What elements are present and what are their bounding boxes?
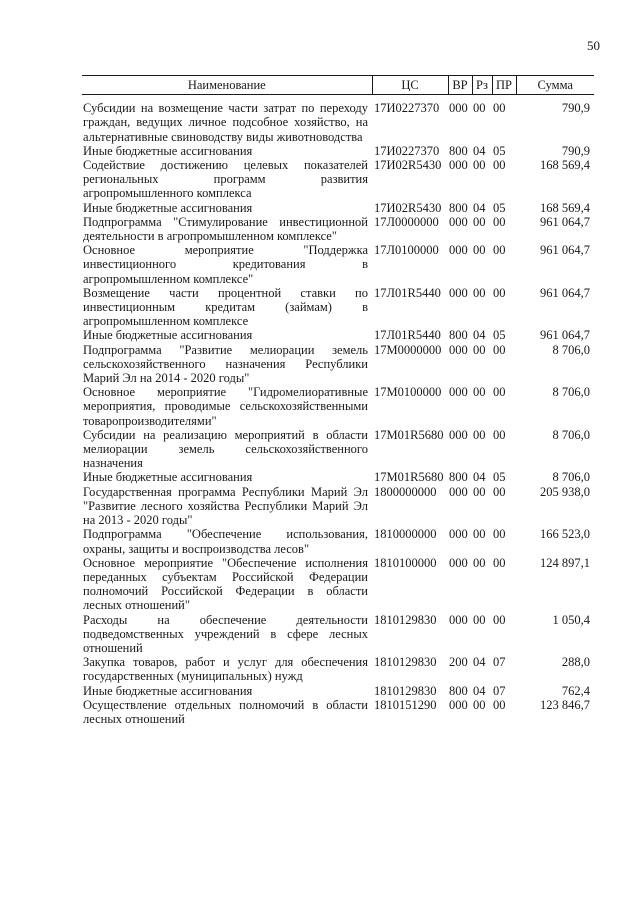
table-row [82,470,594,484]
cell-rz: 00 [473,385,486,400]
cell-vr: 800 [449,470,468,485]
cell-sum: 8 706,0 [552,385,590,400]
cell-pr: 00 [493,484,506,499]
table-row [82,485,594,528]
cell-sum: 1 050,4 [552,612,590,627]
table-row [82,95,594,144]
table-row [82,328,594,342]
cell-cs: 17М0100000 [374,385,442,400]
header-sum: Сумма [516,76,594,95]
cell-name: Иные бюджетные ассигнования [83,470,253,485]
cell-pr: 00 [493,342,506,357]
cell-sum: 124 897,1 [540,555,590,570]
cell-sum: 961 064,7 [540,243,590,258]
cell-name: Содействие достижению целевых показателей региональных программ развития агропромышленного комплекса [83,158,368,201]
table-row [82,527,594,555]
table-row [82,613,594,656]
cell-cs: 17Л0100000 [374,243,439,258]
table-header [82,76,594,95]
cell-rz: 00 [473,214,486,229]
cell-sum: 166 523,0 [540,527,590,542]
table-row [82,158,594,201]
cell-pr: 07 [493,655,506,670]
cell-pr: 05 [493,143,506,158]
cell-pr: 00 [493,427,506,442]
cell-cs: 1800000000 [374,484,437,499]
cell-pr: 00 [493,555,506,570]
header-cs: ЦС [372,76,448,95]
cell-pr: 05 [493,200,506,215]
cell-rz: 00 [473,527,486,542]
header-pr: ПР [492,76,516,95]
cell-sum: 961 064,7 [540,214,590,229]
cell-name: Государственная программа Республики Марий Эл "Развитие лесного хозяйства Республики Марий Эл на 2013 - 2020 годы" [83,484,368,528]
cell-vr: 000 [449,484,468,499]
table-row [82,385,594,428]
cell-vr: 000 [449,555,468,570]
cell-sum: 8 706,0 [552,470,590,485]
cell-sum: 790,9 [561,143,590,158]
cell-rz: 04 [473,655,486,670]
cell-vr: 800 [449,328,468,343]
cell-vr: 000 [449,101,468,116]
page-number: 50 [587,38,600,53]
cell-sum: 790,9 [561,101,590,116]
cell-sum: 961 064,7 [540,285,590,300]
cell-vr: 000 [449,612,468,627]
table-row [82,201,594,215]
cell-rz: 00 [473,285,486,300]
cell-cs: 1810129830 [374,655,437,670]
cell-cs: 17Л01R5440 [374,285,441,300]
cell-cs: 1810129830 [374,612,437,627]
cell-rz: 04 [473,143,486,158]
cell-pr: 00 [493,697,506,712]
header-vr: ВР [448,76,472,95]
cell-rz: 04 [473,200,486,215]
cell-pr: 00 [493,527,506,542]
table-row [82,343,594,386]
cell-pr: 00 [493,158,506,173]
cell-pr: 00 [493,243,506,258]
cell-rz: 00 [473,101,486,116]
cell-cs: 17М01R5680 [374,470,444,485]
table-row [82,428,594,471]
table-row [82,144,594,158]
cell-sum: 123 846,7 [540,697,590,712]
cell-name: Иные бюджетные ассигнования [83,328,253,343]
cell-name: Субсидии на реализацию мероприятий в области мелиорации земель сельскохозяйственного назначения [83,427,368,471]
cell-name: Осуществление отдельных полномочий в области лесных отношений [83,697,368,726]
cell-cs: 17И0227370 [374,101,440,116]
cell-rz: 00 [473,697,486,712]
table-row [82,698,594,726]
cell-pr: 00 [493,385,506,400]
cell-sum: 961 064,7 [540,328,590,343]
header-name: Наименование [82,76,372,95]
table-row [82,215,594,243]
cell-vr: 800 [449,200,468,215]
cell-cs: 1810129830 [374,683,437,698]
cell-cs: 1810151290 [374,697,437,712]
cell-pr: 00 [493,101,506,116]
budget-table [82,75,594,726]
cell-vr: 800 [449,143,468,158]
cell-cs: 17М0000000 [374,342,442,357]
cell-cs: 17И02R5430 [374,200,442,215]
cell-vr: 000 [449,243,468,258]
table-row [82,684,594,698]
cell-sum: 168 569,4 [540,158,590,173]
cell-vr: 000 [449,285,468,300]
cell-vr: 000 [449,385,468,400]
cell-sum: 762,4 [561,683,590,698]
cell-cs: 1810100000 [374,555,437,570]
cell-sum: 205 938,0 [540,484,590,499]
cell-cs: 17И02R5430 [374,158,442,173]
cell-name: Субсидии на возмещение части затрат по переходу граждан, ведущих личное подсобное хозяйство, на альтернативные свиноводству виды животноводства [83,101,368,144]
cell-sum: 8 706,0 [552,342,590,357]
cell-vr: 000 [449,527,468,542]
cell-rz: 04 [473,328,486,343]
cell-rz: 00 [473,555,486,570]
cell-name: Иные бюджетные ассигнования [83,200,253,215]
cell-vr: 000 [449,214,468,229]
cell-vr: 800 [449,683,468,698]
cell-vr: 000 [449,158,468,173]
cell-cs: 17М01R5680 [374,427,444,442]
cell-vr: 000 [449,342,468,357]
table-row [82,556,594,613]
cell-pr: 00 [493,214,506,229]
cell-cs: 17И0227370 [374,143,440,158]
cell-name: Подпрограмма "Стимулирование инвестиционной деятельности в агропромышленном комплексе" [83,214,368,244]
cell-name: Подпрограмма "Развитие мелиорации земель сельскохозяйственного назначения Республики Марий Эл на 2014 - 2020 годы" [83,342,368,386]
header-rz: Рз [472,76,492,95]
cell-rz: 04 [473,683,486,698]
cell-pr: 00 [493,285,506,300]
budget-table-container [82,75,594,726]
cell-name: Основное мероприятие "Гидромелиоративные мероприятия, проводимые сельскохозяйственными товаропроизводителями" [83,385,368,428]
cell-vr: 000 [449,697,468,712]
cell-name: Иные бюджетные ассигнования [83,683,253,698]
cell-rz: 00 [473,243,486,258]
cell-cs: 17Л01R5440 [374,328,441,343]
cell-vr: 000 [449,427,468,442]
table-row [82,243,594,286]
cell-rz: 04 [473,470,486,485]
cell-name: Иные бюджетные ассигнования [83,143,253,158]
table-row [82,655,594,683]
cell-sum: 8 706,0 [552,427,590,442]
cell-name: Расходы на обеспечение деятельности подведомственных учреждений в сфере лесных отношений [83,612,368,655]
cell-sum: 168 569,4 [540,200,590,215]
cell-pr: 07 [493,683,506,698]
cell-name: Подпрограмма "Обеспечение использования, охраны, защиты и воспроизводства лесов" [83,527,368,556]
cell-cs: 17Л0000000 [374,214,439,229]
cell-name: Основное мероприятие "Поддержка инвестиционного кредитования в агропромышленном комплексе" [83,243,368,286]
cell-name: Закупка товаров, работ и услуг для обеспечения государственных (муниципальных) нужд [83,655,368,684]
cell-pr: 05 [493,328,506,343]
cell-name: Основное мероприятие "Обеспечение исполнения переданных субъектам Российской Федерации полномочий Российской Федерации в области лесных отношений" [83,555,368,613]
cell-pr: 00 [493,612,506,627]
cell-vr: 200 [449,655,468,670]
cell-cs: 1810000000 [374,527,437,542]
cell-rz: 00 [473,427,486,442]
cell-rz: 00 [473,612,486,627]
cell-name: Возмещение части процентной ставки по инвестиционным кредитам (займам) в агропромышленном комплексе [83,285,368,329]
cell-pr: 05 [493,470,506,485]
cell-rz: 00 [473,484,486,499]
cell-rz: 00 [473,342,486,357]
cell-rz: 00 [473,158,486,173]
cell-sum: 288,0 [561,655,590,670]
table-body [82,95,594,726]
table-row [82,286,594,329]
